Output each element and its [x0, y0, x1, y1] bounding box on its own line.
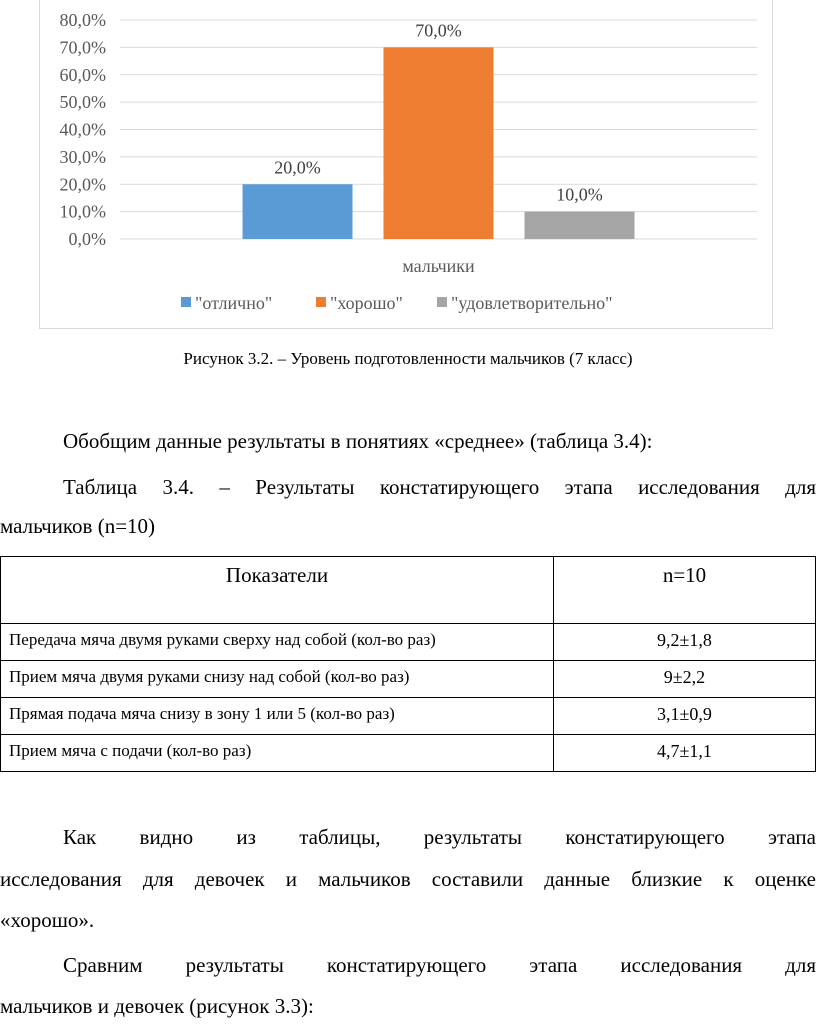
table-header-row	[1, 557, 816, 624]
conclusion-line2: исследования для девочек и мальчиков составили данные близкие к оценке	[0, 867, 816, 891]
legend-label: "отлично"	[195, 293, 273, 313]
figure-caption: Рисунок 3.2. – Уровень подготовленности мальчиков (7 класс)	[183, 349, 633, 368]
legend-swatch	[437, 297, 447, 307]
legend-label: "хорошо"	[330, 293, 403, 313]
x-axis-label: мальчики	[402, 256, 475, 276]
conclusion-line3: «хорошо».	[0, 908, 95, 932]
row-label: Передача мяча двумя руками сверху над собой (кол-во раз)	[1, 624, 554, 661]
y-tick-label: 20,0%	[59, 174, 106, 195]
row-value: 9,2±1,8	[554, 624, 816, 661]
table-row	[1, 735, 816, 772]
table-row	[1, 698, 816, 735]
legend-swatch	[181, 297, 191, 307]
table-title-line1: Таблица 3.4. – Результаты констатирующего этапа исследования для	[63, 475, 816, 499]
table-title-line2: мальчиков (n=10)	[0, 514, 156, 538]
y-tick-label: 60,0%	[59, 64, 106, 85]
y-tick-label: 0,0%	[68, 229, 106, 249]
row-label: Прием мяча двумя руками снизу над собой (кол-во раз)	[1, 661, 554, 698]
compare-line2: мальчиков и девочек (рисунок 3.3):	[0, 994, 314, 1018]
y-tick-label: 10,0%	[59, 201, 106, 222]
results-table	[0, 556, 816, 772]
bar	[525, 212, 635, 239]
bar	[243, 184, 353, 239]
y-tick-label: 30,0%	[59, 146, 106, 167]
legend-swatch	[316, 297, 326, 307]
header-indicators: Показатели	[1, 557, 554, 624]
y-tick-label: 50,0%	[59, 92, 106, 113]
data-label: 20,0%	[274, 157, 321, 178]
row-label: Прием мяча с подачи (кол-во раз)	[1, 735, 554, 772]
bar-chart	[0, 0, 816, 340]
y-tick-label: 80,0%	[59, 10, 106, 30]
header-n: n=10	[554, 557, 816, 624]
table-row	[1, 624, 816, 661]
row-value: 9±2,2	[554, 661, 816, 698]
bar	[384, 47, 494, 239]
y-tick-label: 70,0%	[59, 37, 106, 58]
compare-line1: Сравним результаты констатирующего этапа исследования для	[63, 953, 816, 977]
data-label: 70,0%	[415, 20, 462, 41]
row-value: 3,1±0,9	[554, 698, 816, 735]
row-value: 4,7±1,1	[554, 735, 816, 772]
data-label: 10,0%	[556, 184, 603, 205]
conclusion-line1: Как видно из таблицы, результаты констатирующего этапа	[63, 825, 816, 849]
intro-paragraph: Обобщим данные результаты в понятиях «среднее» (таблица 3.4):	[63, 429, 653, 453]
row-label: Прямая подача мяча снизу в зону 1 или 5 (кол-во раз)	[1, 698, 554, 735]
y-tick-label: 40,0%	[59, 119, 106, 140]
legend-label: "удовлетворительно"	[451, 293, 613, 313]
table-row	[1, 661, 816, 698]
